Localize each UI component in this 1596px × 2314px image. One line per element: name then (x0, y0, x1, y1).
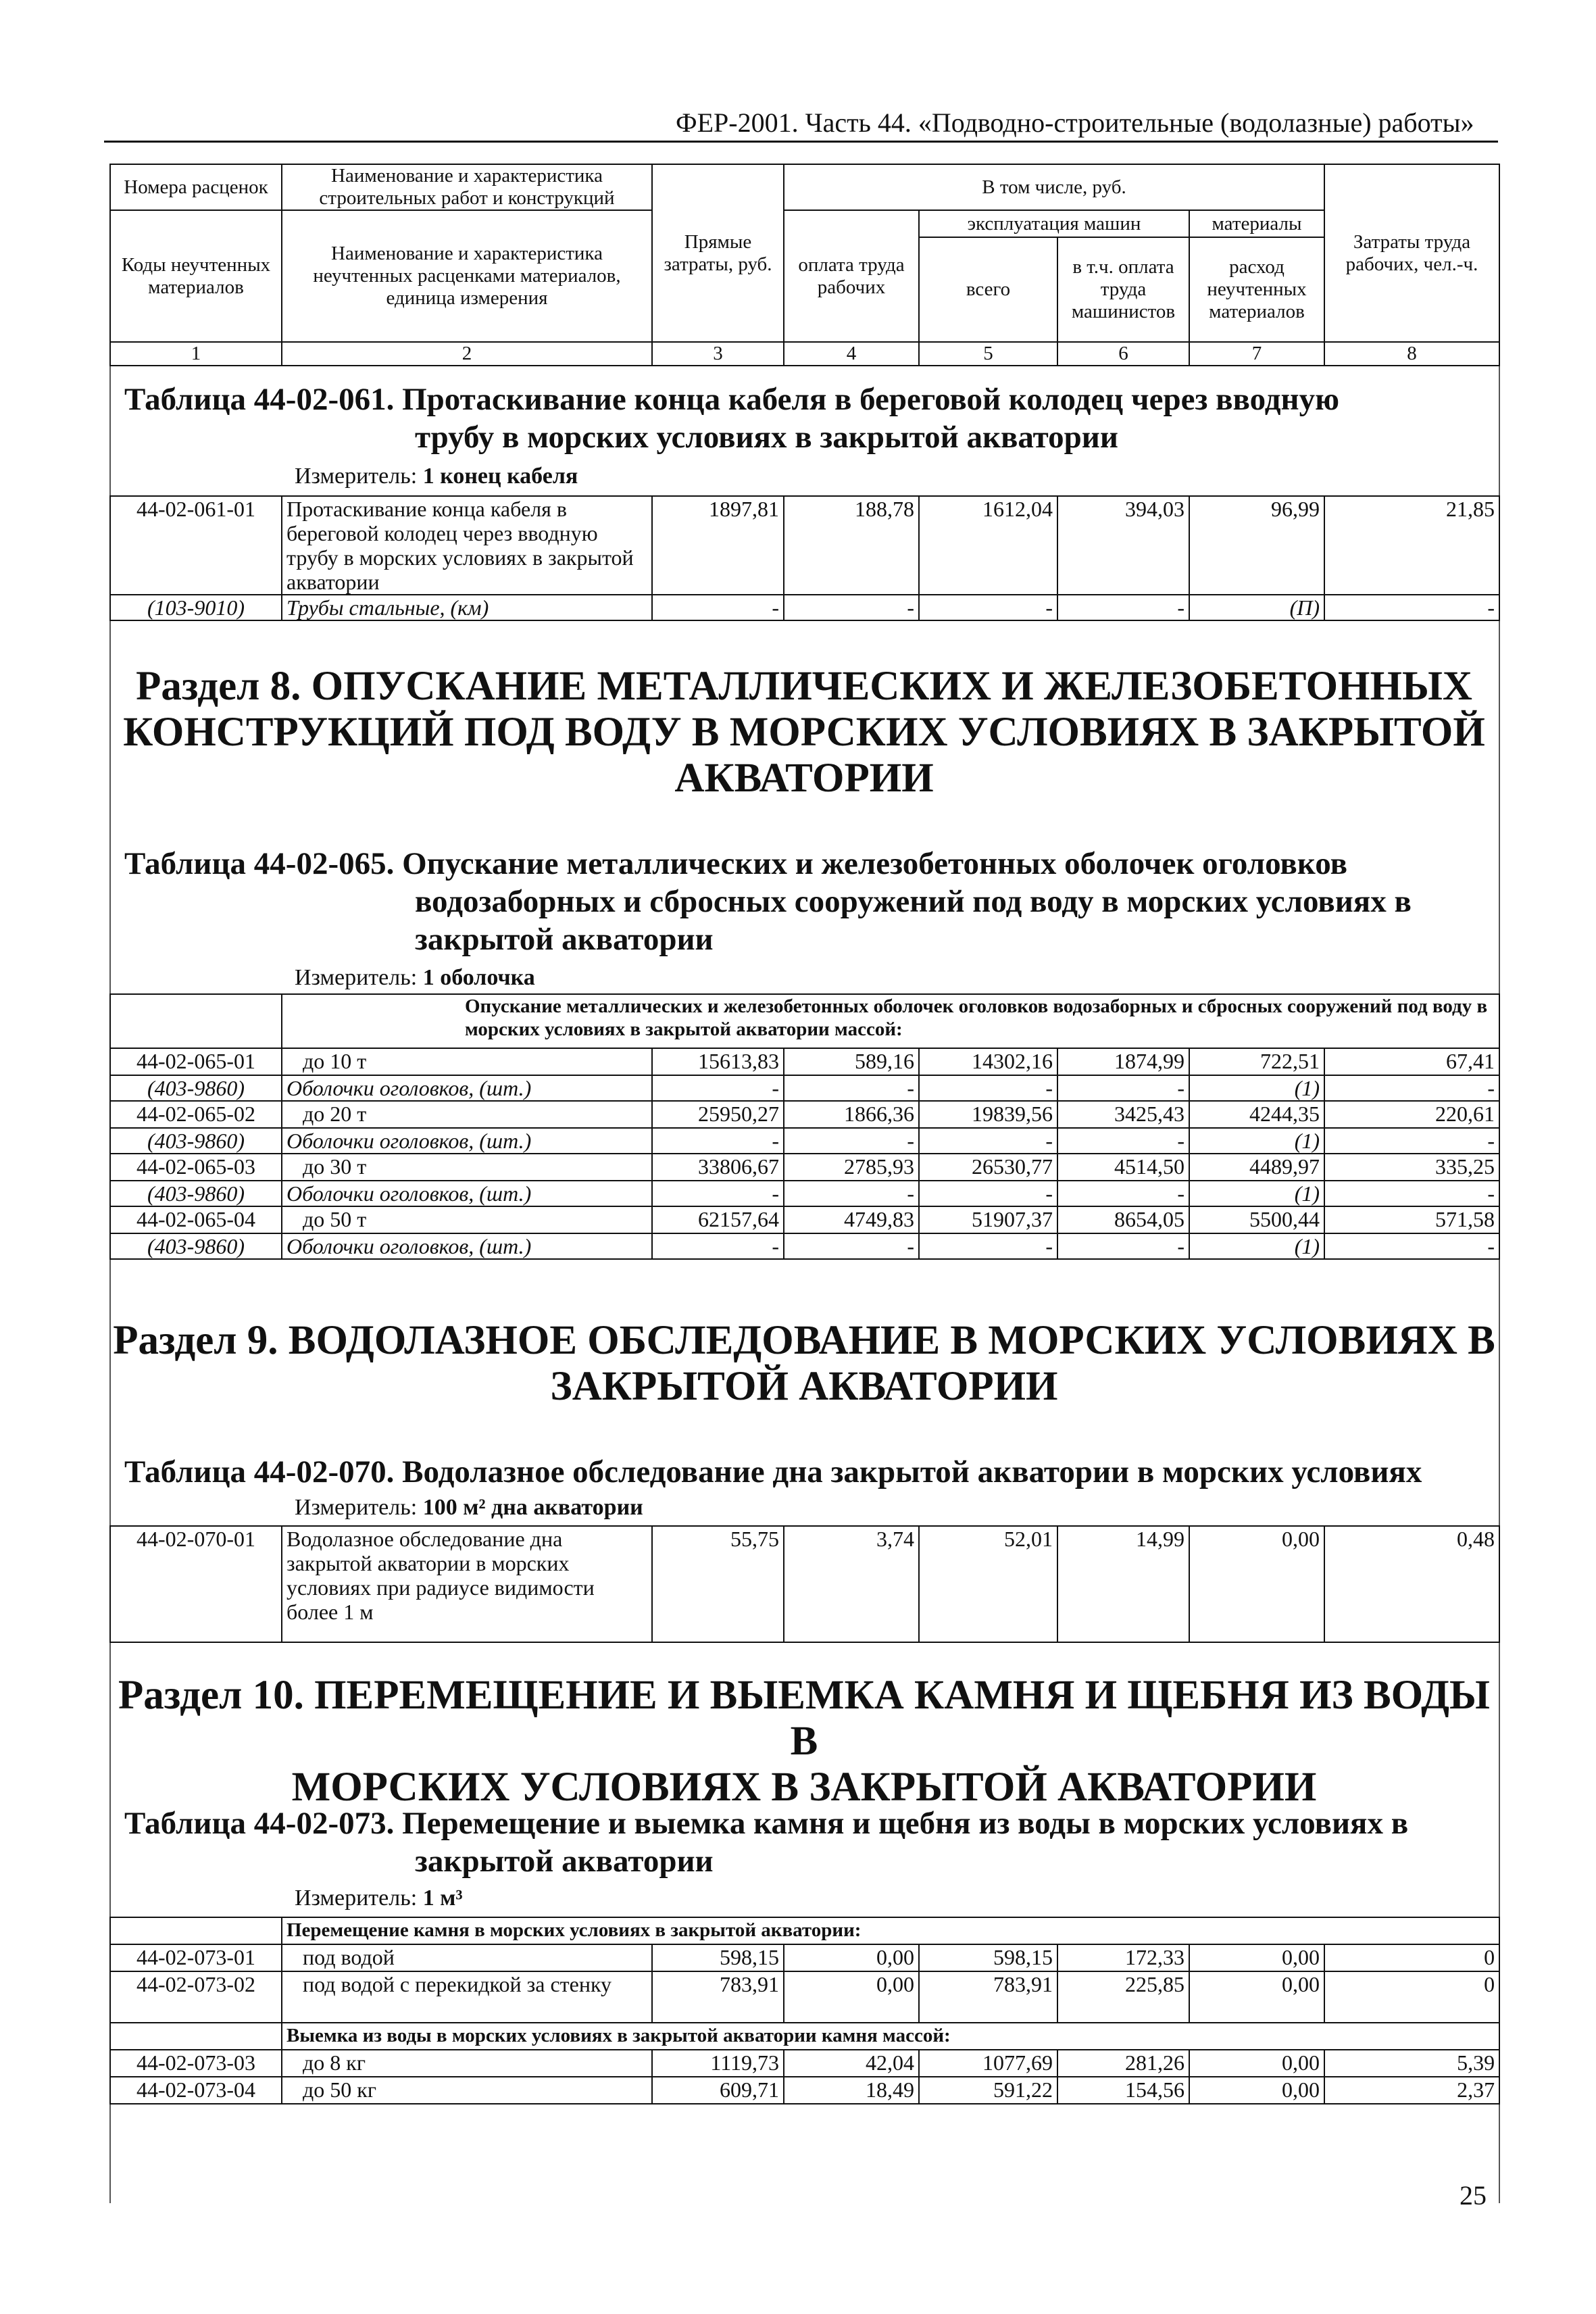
machines-total: 51907,37 (919, 1206, 1057, 1233)
materials: (1) (1189, 1233, 1324, 1259)
machines-total: - (919, 1128, 1057, 1154)
operators-pay: 225,85 (1057, 1971, 1189, 2023)
column-number: 2 (282, 342, 652, 366)
direct-costs: 609,71 (652, 2077, 784, 2104)
header-cell-material-codes: Коды неучтенных материалов (110, 210, 282, 342)
rate-name: до 30 т (282, 1154, 652, 1181)
column-number: 3 (652, 342, 784, 366)
rate-name: под водой с перекидкой за стенку (282, 1971, 652, 2023)
table-row (110, 595, 1499, 620)
table-row (110, 1101, 1499, 1128)
table-073-title: Таблица 44-02-073. Перемещение и выемка камня и щебня из воды в морских условиях в закрытой акватории (124, 1806, 1409, 1879)
machines-total: 14302,16 (919, 1048, 1057, 1075)
direct-costs: 1897,81 (652, 496, 784, 595)
labor-hours: 0 (1324, 1971, 1499, 2023)
machines-total: 783,91 (919, 1971, 1057, 2023)
section-8-heading: Раздел 8. ОПУСКАНИЕ МЕТАЛЛИЧЕСКИХ И ЖЕЛЕЗОБЕТОННЫХ КОНСТРУКЦИЙ ПОД ВОДУ В МОРСКИХ УСЛОВИЯХ В ЗАКРЫТОЙ АКВАТОРИИ (123, 664, 1485, 801)
machines-total: 26530,77 (919, 1154, 1057, 1181)
labor-hours: - (1324, 1181, 1499, 1206)
operators-pay: 154,56 (1057, 2077, 1189, 2104)
machines-total: - (919, 1181, 1057, 1206)
rate-code: 44-02-065-01 (110, 1048, 282, 1075)
labor-hours: 5,39 (1324, 2050, 1499, 2077)
rate-code: 44-02-065-03 (110, 1154, 282, 1181)
table-065-measure: Измеритель: 1 оболочка (295, 965, 535, 990)
operators-pay: 4514,50 (1057, 1154, 1189, 1181)
worker-pay: - (784, 595, 919, 620)
header-rule (104, 141, 1498, 143)
header-cell-including: В том числе, руб. (784, 164, 1324, 210)
direct-costs: - (652, 1181, 784, 1206)
header-cell-worker-pay: оплата труда рабочих (784, 210, 919, 342)
section-9-heading: Раздел 9. ВОДОЛАЗНОЕ ОБСЛЕДОВАНИЕ В МОРСКИХ УСЛОВИЯХ В ЗАКРЫТОЙ АКВАТОРИИ (113, 1318, 1495, 1409)
rate-name: до 50 т (282, 1206, 652, 1233)
worker-pay: 3,74 (784, 1526, 919, 1642)
rate-name: Протаскивание конца кабеля в береговой колодец через вводную трубу в морских условиях в закрытой акватории (282, 496, 652, 595)
worker-pay: 18,49 (784, 2077, 919, 2104)
worker-pay: 4749,83 (784, 1206, 919, 1233)
table-row (110, 1154, 1499, 1181)
table-row (110, 1526, 1499, 1642)
worker-pay: - (784, 1233, 919, 1259)
column-number: 8 (1324, 342, 1499, 366)
rate-name: до 10 т (282, 1048, 652, 1075)
page-number: 25 (1460, 2180, 1487, 2211)
materials: 0,00 (1189, 2077, 1324, 2104)
material-name: Оболочки оголовков, (шт.) (282, 1181, 652, 1206)
machines-total: - (919, 595, 1057, 620)
materials: 0,00 (1189, 2050, 1324, 2077)
table-073 (109, 1917, 1500, 2104)
table-row (110, 1048, 1499, 1075)
labor-hours: 335,25 (1324, 1154, 1499, 1181)
materials: 0,00 (1189, 1944, 1324, 1971)
rate-code: 44-02-065-04 (110, 1206, 282, 1233)
rate-name: до 8 кг (282, 2050, 652, 2077)
worker-pay: - (784, 1181, 919, 1206)
table-row (110, 1971, 1499, 2023)
machines-total: 1612,04 (919, 496, 1057, 595)
rate-code: 44-02-065-02 (110, 1101, 282, 1128)
header-cell-work-name: Наименование и характеристика строительных работ и конструкций (282, 164, 652, 210)
table-row (110, 1128, 1499, 1154)
table-row (110, 1944, 1499, 1971)
material-code: (403-9860) (110, 1233, 282, 1259)
operators-pay: 172,33 (1057, 1944, 1189, 1971)
machines-total: 598,15 (919, 1944, 1057, 1971)
header-cell-machines: эксплуатация машин (919, 210, 1189, 237)
direct-costs: 15613,83 (652, 1048, 784, 1075)
table-row (110, 1206, 1499, 1233)
group-header: Перемещение камня в морских условиях в закрытой акватории: (282, 1917, 1499, 1944)
column-number: 7 (1189, 342, 1324, 366)
labor-hours: 571,58 (1324, 1206, 1499, 1233)
material-code: (403-9860) (110, 1181, 282, 1206)
materials: 0,00 (1189, 1971, 1324, 2023)
column-number: 4 (784, 342, 919, 366)
header-cell-rate-numbers: Номера расценок (110, 164, 282, 210)
group-header: Опускание металлических и железобетонных оболочек оголовков водозаборных и сбросных сооружений под воду в морских условиях в закрытой акватории массой: (282, 994, 1499, 1048)
column-number: 5 (919, 342, 1057, 366)
operators-pay: - (1057, 595, 1189, 620)
worker-pay: - (784, 1128, 919, 1154)
table-row (110, 496, 1499, 595)
labor-hours: 220,61 (1324, 1101, 1499, 1128)
labor-hours: 0,48 (1324, 1526, 1499, 1642)
rate-code: 44-02-073-04 (110, 2077, 282, 2104)
operators-pay: 394,03 (1057, 496, 1189, 595)
direct-costs: 783,91 (652, 1971, 784, 2023)
direct-costs: - (652, 1075, 784, 1101)
worker-pay: 42,04 (784, 2050, 919, 2077)
materials: (1) (1189, 1075, 1324, 1101)
operators-pay: - (1057, 1075, 1189, 1101)
rate-code: 44-02-070-01 (110, 1526, 282, 1642)
material-code: (403-9860) (110, 1128, 282, 1154)
labor-hours: 0 (1324, 1944, 1499, 1971)
labor-hours: - (1324, 595, 1499, 620)
material-code: (103-9010) (110, 595, 282, 620)
materials: (1) (1189, 1128, 1324, 1154)
header-cell-machines-total: всего (919, 237, 1057, 342)
direct-costs: - (652, 1128, 784, 1154)
materials: 4244,35 (1189, 1101, 1324, 1128)
header-cell-materials: материалы (1189, 210, 1324, 237)
materials: (1) (1189, 1181, 1324, 1206)
rate-code: 44-02-061-01 (110, 496, 282, 595)
rate-name: до 50 кг (282, 2077, 652, 2104)
labor-hours: 2,37 (1324, 2077, 1499, 2104)
material-name: Трубы стальные, (км) (282, 595, 652, 620)
materials: 96,99 (1189, 496, 1324, 595)
direct-costs: 62157,64 (652, 1206, 784, 1233)
material-name: Оболочки оголовков, (шт.) (282, 1233, 652, 1259)
operators-pay: 8654,05 (1057, 1206, 1189, 1233)
worker-pay: - (784, 1075, 919, 1101)
direct-costs: 25950,27 (652, 1101, 784, 1128)
machines-total: 19839,56 (919, 1101, 1057, 1128)
machines-total: - (919, 1233, 1057, 1259)
worker-pay: 188,78 (784, 496, 919, 595)
header-cell-material-names: Наименование и характеристика неучтенных расценками материалов, единица измерения (282, 210, 652, 342)
labor-hours: - (1324, 1233, 1499, 1259)
materials: 4489,97 (1189, 1154, 1324, 1181)
table-070 (109, 1525, 1500, 1643)
direct-costs: 598,15 (652, 1944, 784, 1971)
rate-name: под водой (282, 1944, 652, 1971)
operators-pay: - (1057, 1181, 1189, 1206)
column-number: 1 (110, 342, 282, 366)
machines-total: 591,22 (919, 2077, 1057, 2104)
table-065-title: Таблица 44-02-065. Опускание металлических и железобетонных оболочек оголовков водозаборных и сбросных сооружений под воду в морских условиях в закрытой акватории (124, 846, 1412, 957)
rate-code: 44-02-073-02 (110, 1971, 282, 2023)
worker-pay: 1866,36 (784, 1101, 919, 1128)
operators-pay: 281,26 (1057, 2050, 1189, 2077)
column-number: 6 (1057, 342, 1189, 366)
rate-name: Водолазное обследование дна закрытой акватории в морских условиях при радиусе видимости более 1 м (282, 1526, 652, 1642)
labor-hours: - (1324, 1128, 1499, 1154)
table-070-measure: Измеритель: 100 м² дна акватории (295, 1495, 643, 1520)
operators-pay: - (1057, 1233, 1189, 1259)
operators-pay: 3425,43 (1057, 1101, 1189, 1128)
header-cell-labor-hours: Затраты труда рабочих, чел.-ч. (1324, 164, 1499, 342)
materials: 5500,44 (1189, 1206, 1324, 1233)
table-row (110, 2077, 1499, 2104)
operators-pay: 14,99 (1057, 1526, 1189, 1642)
material-code: (403-9860) (110, 1075, 282, 1101)
running-header: ФЕР-2001. Часть 44. «Подводно-строительные (водолазные) работы» (676, 107, 1474, 138)
section-10-heading: Раздел 10. ПЕРЕМЕЩЕНИЕ И ВЫЕМКА КАМНЯ И ЩЕБНЯ ИЗ ВОДЫ В МОРСКИХ УСЛОВИЯХ В ЗАКРЫТОЙ АКВАТОРИИ (118, 1673, 1490, 1810)
worker-pay: 0,00 (784, 1971, 919, 2023)
table-065 (109, 993, 1500, 1260)
machines-total: - (919, 1075, 1057, 1101)
header-cell-direct-costs: Прямые затраты, руб. (652, 164, 784, 342)
worker-pay: 0,00 (784, 1944, 919, 1971)
labor-hours: 67,41 (1324, 1048, 1499, 1075)
materials: 722,51 (1189, 1048, 1324, 1075)
rate-code: 44-02-073-03 (110, 2050, 282, 2077)
table-061 (109, 495, 1500, 621)
direct-costs: 55,75 (652, 1526, 784, 1642)
table-073-measure: Измеритель: 1 м³ (295, 1886, 463, 1911)
machines-total: 1077,69 (919, 2050, 1057, 2077)
operators-pay: - (1057, 1128, 1189, 1154)
direct-costs: 33806,67 (652, 1154, 784, 1181)
labor-hours: 21,85 (1324, 496, 1499, 595)
column-header-table (109, 164, 1500, 366)
machines-total: 52,01 (919, 1526, 1057, 1642)
rate-code: 44-02-073-01 (110, 1944, 282, 1971)
group-header: Выемка из воды в морских условиях в закрытой акватории камня массой: (282, 2023, 1499, 2050)
table-row (110, 1181, 1499, 1206)
table-row (110, 2050, 1499, 2077)
materials: 0,00 (1189, 1526, 1324, 1642)
worker-pay: 2785,93 (784, 1154, 919, 1181)
materials: (П) (1189, 595, 1324, 620)
worker-pay: 589,16 (784, 1048, 919, 1075)
header-cell-operators-pay: в т.ч. оплата труда машинистов (1057, 237, 1189, 342)
table-061-measure: Измеритель: 1 конец кабеля (295, 464, 578, 489)
direct-costs: - (652, 595, 784, 620)
header-cell-material-consumption: расход неучтенных материалов (1189, 237, 1324, 342)
table-row (110, 1075, 1499, 1101)
labor-hours: - (1324, 1075, 1499, 1101)
direct-costs: 1119,73 (652, 2050, 784, 2077)
operators-pay: 1874,99 (1057, 1048, 1189, 1075)
table-row (110, 1233, 1499, 1259)
material-name: Оболочки оголовков, (шт.) (282, 1128, 652, 1154)
rate-name: до 20 т (282, 1101, 652, 1128)
direct-costs: - (652, 1233, 784, 1259)
table-061-title: Таблица 44-02-061. Протаскивание конца кабеля в береговой колодец через вводную трубу в морских условиях в закрытой акватории (124, 382, 1339, 455)
table-070-title: Таблица 44-02-070. Водолазное обследование дна закрытой акватории в морских условиях (124, 1454, 1422, 1490)
material-name: Оболочки оголовков, (шт.) (282, 1075, 652, 1101)
